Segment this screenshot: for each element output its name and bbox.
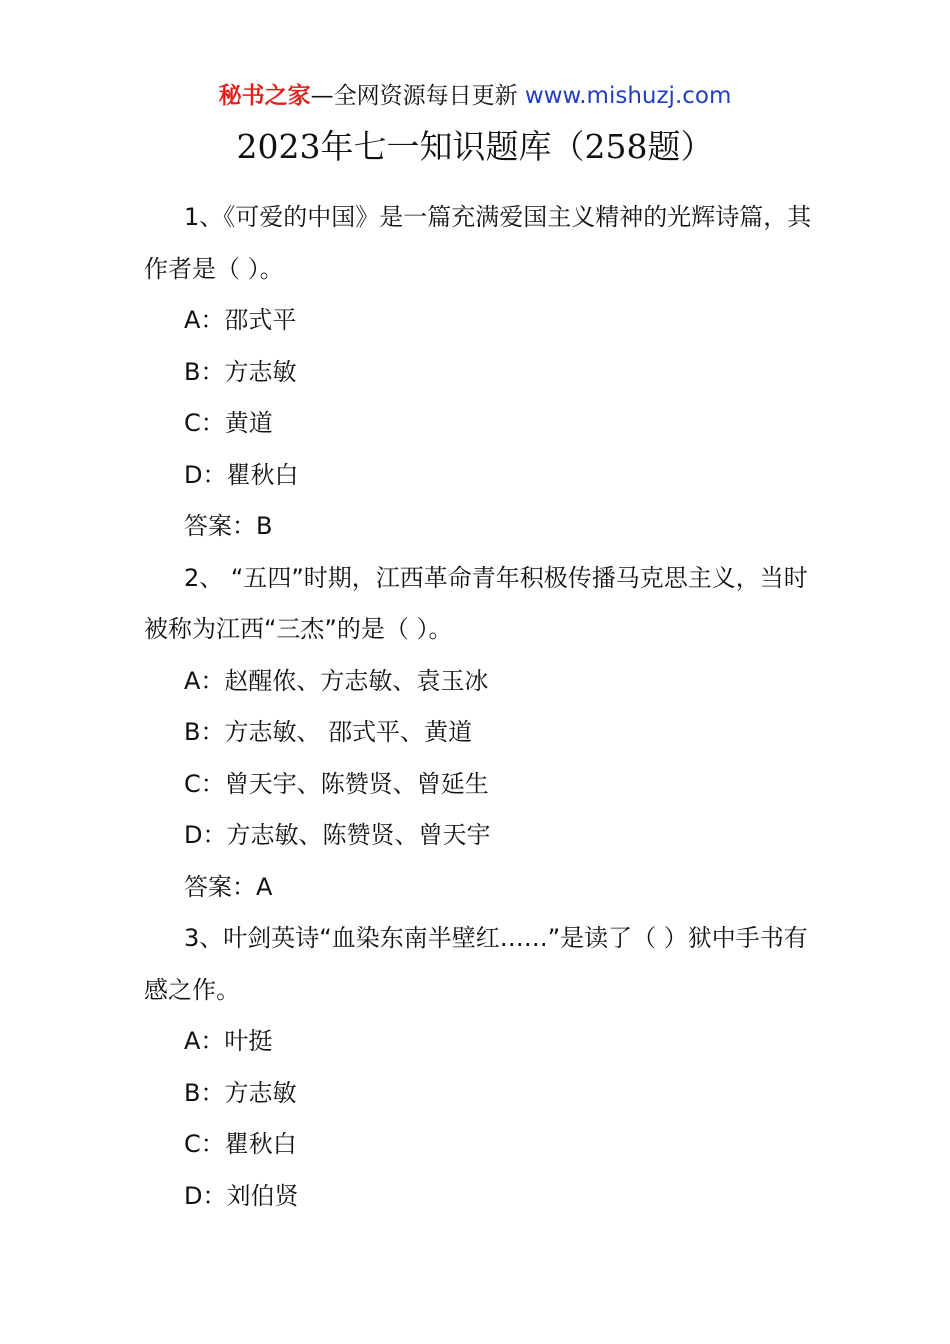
document-title: 2023年七一知识题库（258题）: [236, 127, 714, 166]
question-1-option-a: A：邵式平: [184, 306, 297, 334]
site-url-link[interactable]: www.mishuzj.com: [524, 83, 732, 109]
question-2-stem: 2、 “五四”时期，江西革命青年积极传播马克思主义，当时被称为江西“三杰”的是（ ）。: [144, 563, 808, 643]
question-2-answer: 答案：A: [184, 872, 273, 901]
question-3-option-c: C：瞿秋白: [184, 1130, 297, 1158]
question-2-option-c: C：曾天宇、陈赞贤、曾延生: [184, 769, 489, 798]
question-3-option-a: A：叶挺: [184, 1027, 273, 1055]
header-tagline: —全网资源每日更新: [310, 83, 518, 109]
question-1-answer: 答案：B: [184, 512, 273, 540]
question-3-option-b: B：方志敏: [184, 1078, 297, 1107]
question-1-option-c: C：黄道: [184, 409, 273, 437]
site-header: [0, 80, 950, 112]
question-1: [144, 192, 824, 553]
question-2: [144, 553, 824, 914]
question-list: [144, 192, 824, 1222]
question-3-stem: 3、叶剑英诗“血染东南半壁红……”是读了（ ）狱中手书有感之作。: [144, 924, 808, 1004]
question-3-option-d: D：刘伯贤: [184, 1181, 299, 1210]
question-2-option-a: A：赵醒侬、方志敏、袁玉冰: [184, 666, 489, 695]
question-3: [144, 913, 824, 1222]
question-1-option-b: B：方志敏: [184, 357, 297, 386]
brand-name: 秘书之家: [218, 83, 311, 109]
question-1-stem: 1、《可爱的中国》是一篇充满爱国主义精神的光辉诗篇，其作者是（ ）。: [144, 203, 812, 283]
question-2-option-b: B：方志敏、 邵式平、黄道: [184, 718, 473, 746]
question-2-option-d: D：方志敏、陈赞贤、曾天宇: [184, 821, 491, 849]
question-1-option-d: D：瞿秋白: [184, 460, 299, 489]
